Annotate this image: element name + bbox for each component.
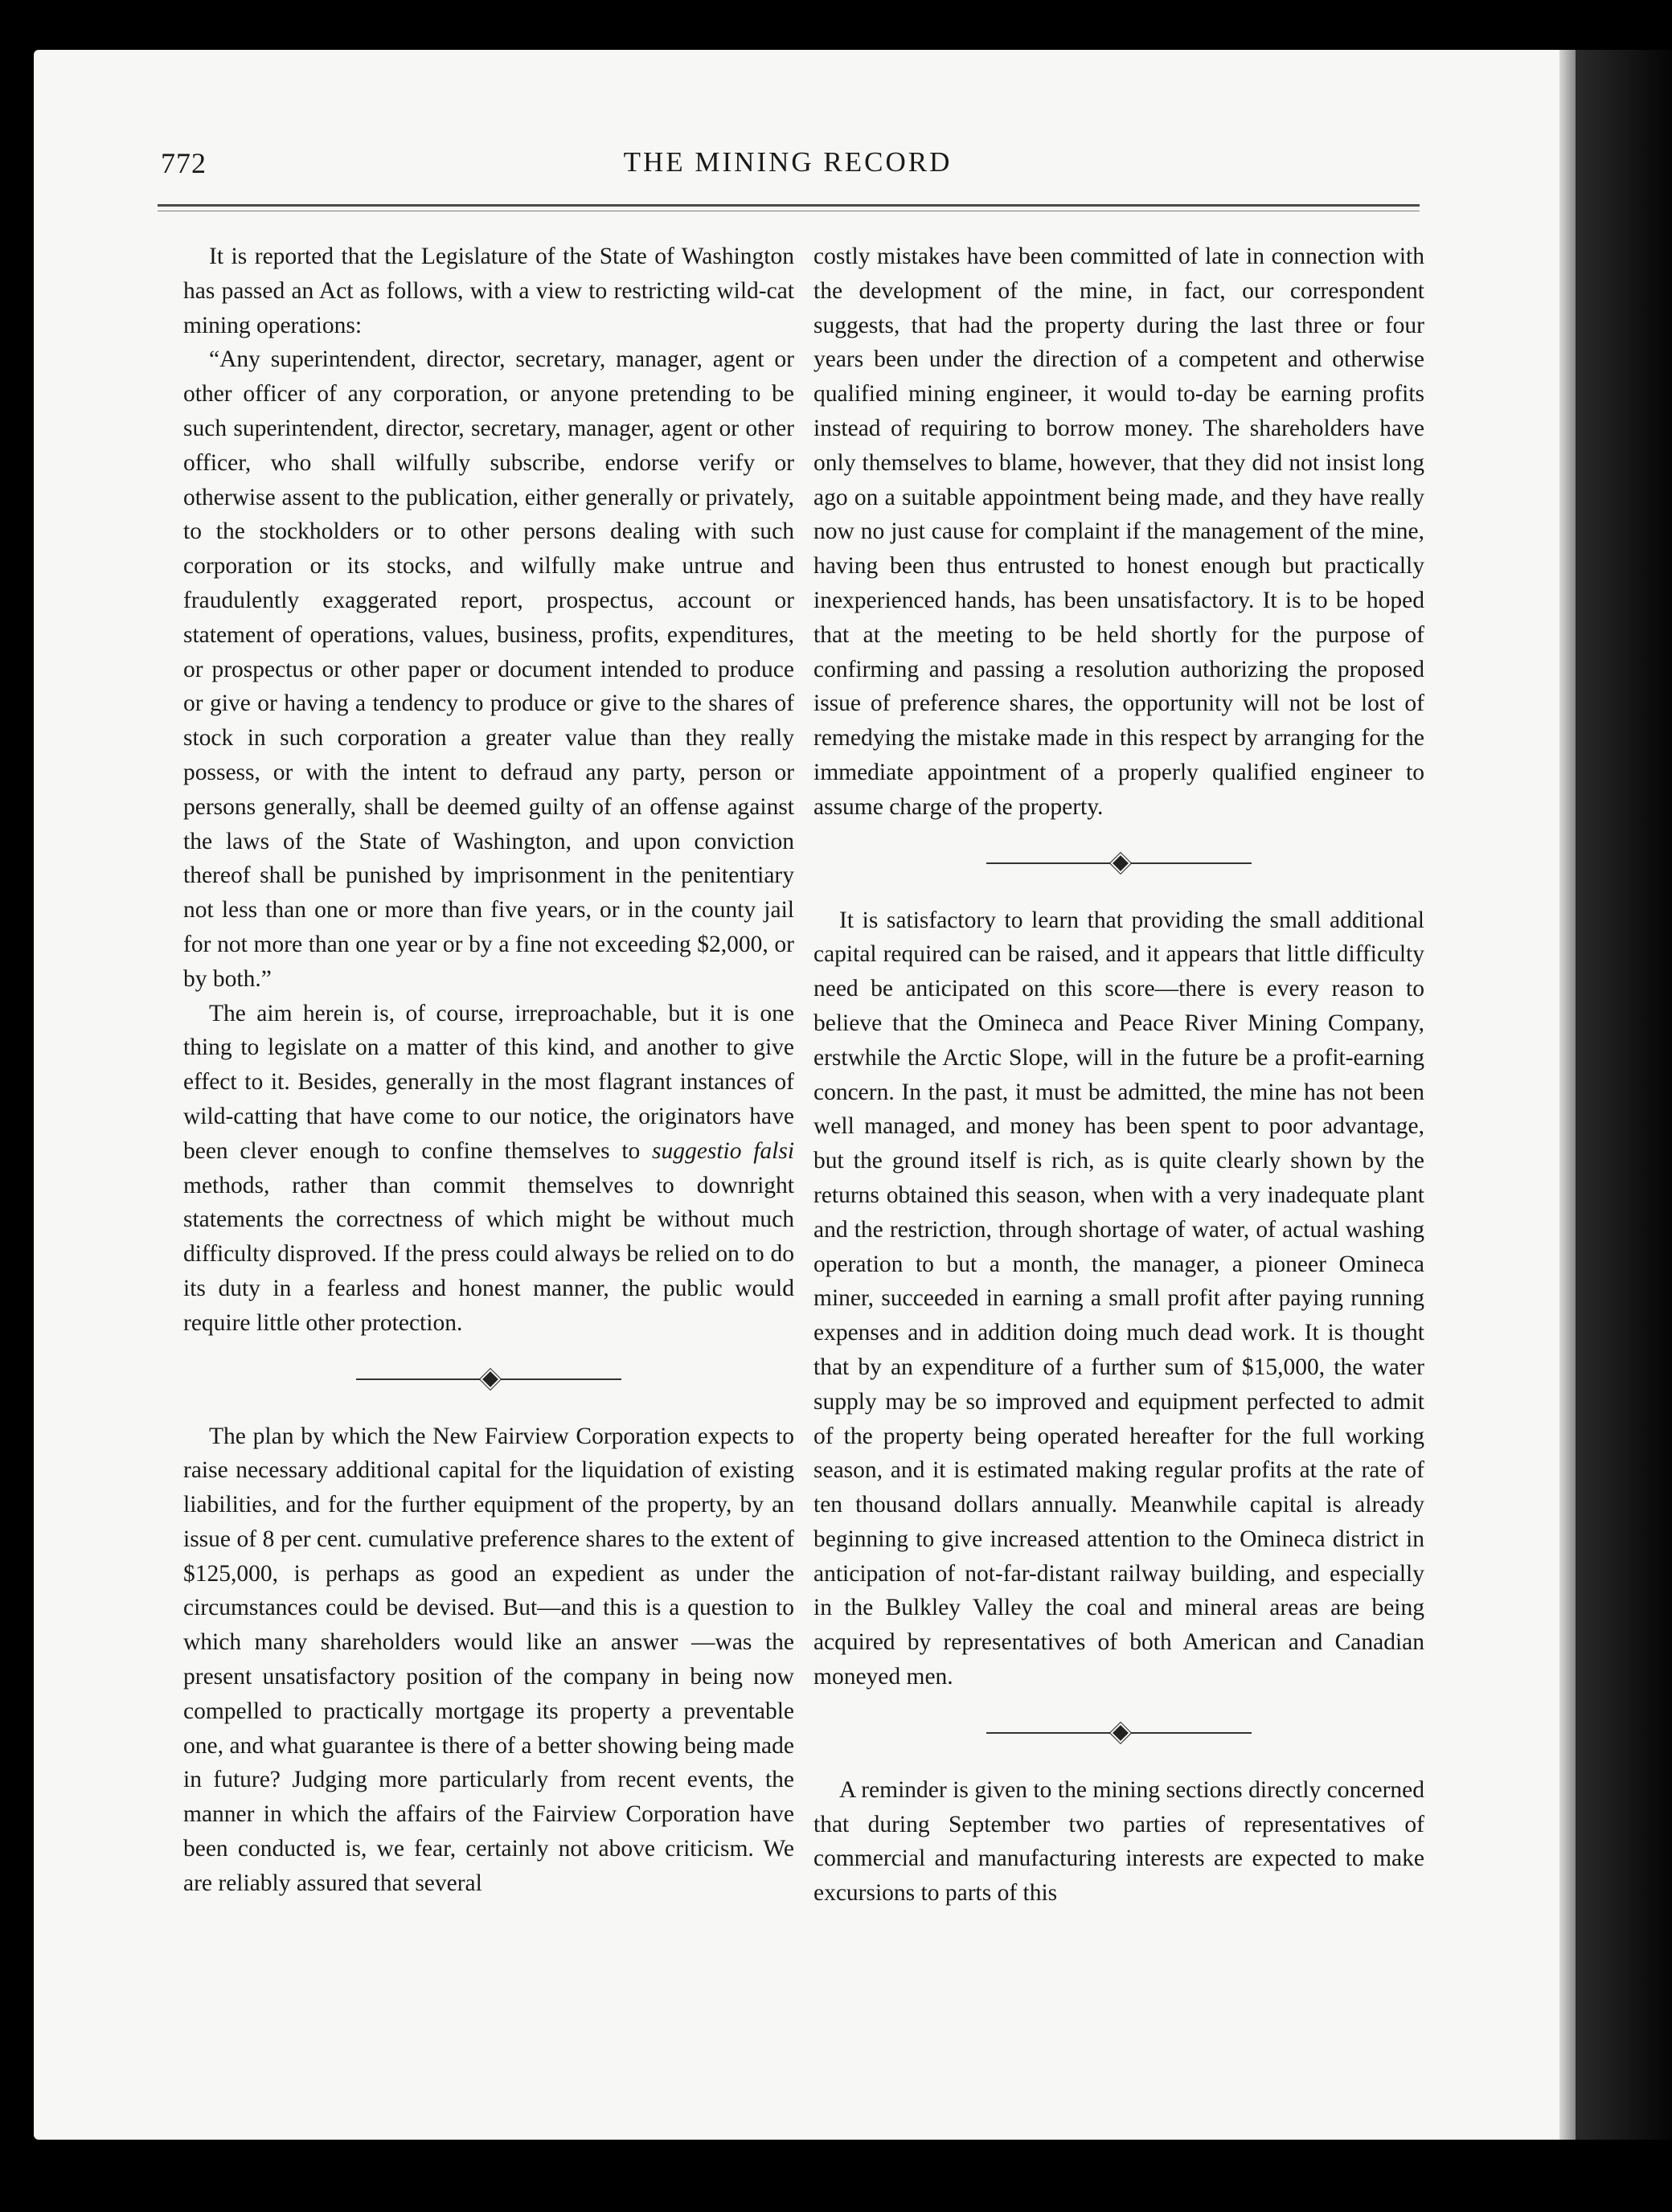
paragraph-aim-commentary — [183, 997, 794, 1341]
paragraph-omineca-mining: It is satisfactory to learn that providing the small additional capital required can be raised, and it appears that little difficulty need be anticipated on this score—there is every reason to believe that the Omineca and Peace River Mining Company, erstwhile the Arctic Slope, will in the future be a profit-earning concern. In the past, it must be admitted, the mine has not been well managed, and money has been spent to poor advantage, but the ground itself is rich, as is quite clearly shown by the returns obtained this season, when with a very inadequate plant and the restriction, through shortage of water, of actual washing operation to but a month, the manager, a pioneer Omineca miner, succeeded in earning a small profit after paying running expenses and in addition doing much dead work. It is thought that by an expenditure of a further sum of $15,000, the water supply may be so improved and equipment perfected to admit of the property being operated hereafter for the full working season, and it is estimated making regular profits at the rate of ten thousand dollars annually. Meanwhile capital is already beginning to give increased attention to the Omineca district in anticipation of not-far-distant railway building, and especially in the Bulkley Valley the coal and mineral areas are being acquired by representatives of both American and Canadian moneyed men. — [813, 907, 1424, 1690]
divider-diamond-icon — [480, 1369, 500, 1389]
page-number: 772 — [161, 147, 207, 179]
text-segment: The aim herein is, of course, irreproachable, but it is one thing to legislate on a matter of this kind, and another to give effect to it. Besides, generally in the most flagrant instances of wild-catting that have come to our notice, the originators have been clever enough to confine themselves to — [183, 1000, 794, 1164]
paragraph-fairview-continued: costly mistakes have been committed of late in connection with the development of the mine, in fact, our correspondent suggests, that had the property during the last three or four years been under the direction of a competent and otherwise qualified mining engineer, it would to-day be earning profits instead of requiring to borrow money. The shareholders have only themselves to blame, however, that they did not insist long ago on a suitable appointment being made, and they have really now no just cause for complaint if the management of the mine, having been thus entrusted to honest enough but practically inexperienced hands, has been unsatisfactory. It is to be hoped that at the meeting to be held shortly for the purpose of confirming and passing a resolution authorizing the proposed issue of preference shares, the opportunity will not be lost of remedying the mistake made in this respect by arranging for the immediate appointment of a properly qualified engineer to assume charge of the property. — [813, 244, 1424, 820]
scan-background-strip — [1576, 50, 1672, 2140]
page-edge-shadow — [1559, 50, 1576, 2140]
section-divider — [183, 1355, 794, 1403]
paragraph-act-quotation: “Any superintendent, director, secretary, manager, agent or other officer of any corporation, or anyone pretending to be such superintendent, director, secretary, manager, agent or other officer, who shall wilfully subscribe, endorse verify or otherwise assent to the publication, either generally or privately, to the stockholders or to other persons dealing with such corporation or its stocks, and wilfully make untrue and fraudulently exaggerated report, prospectus, account or statement of operations, values, business, profits, expenditures, or prospectus or other paper or document intended to produce or give or having a tendency to produce or give to the shares of stock in such corporation a greater value than they really possess, or with the intent to defraud any party, person or persons generally, shall be deemed guilty of an offense against the laws of the State of Washington, and upon conviction thereof shall be punished by imprisonment in the penitentiary not less than one or more than five years, or in the county jail for not more than one year or by a fine not exceeding $2,000, or by both.” — [183, 346, 794, 992]
divider-diamond-icon — [1110, 1722, 1130, 1743]
running-title: THE MINING RECORD — [623, 146, 953, 178]
divider-diamond-icon — [1110, 853, 1130, 873]
text-segment: methods, rather than commit themselves to downright statements the correctness of which might be without much difficulty disproved. If the press could always be relied on to do its duty in a fearless and honest manner, the public would require little other protection. — [183, 1172, 794, 1336]
section-divider — [813, 839, 1424, 887]
section-divider — [813, 1709, 1424, 1757]
paragraph-fairview-corporation: The plan by which the New Fairview Corporation expects to raise necessary additional capital for the liquidation of existing liabilities, and for the further equipment of the property, by an issue of 8 per cent. cumulative preference shares to the extent of $125,000, is perhaps as good an expedient as under the circumstances could be devised. But—and this is a question to which many shareholders would like an answer —was the present unsatisfactory position of the company in being now compelled to practically mortgage its property a preventable one, and what guarantee is there of a better showing being made in future? Judging more particularly from recent events, the manner in which the affairs of the Fairview Corporation have been conducted is, we fear, certainly not above criticism. We are reliably assured that several — [183, 1423, 794, 1896]
header-rule — [158, 204, 1420, 207]
page-header — [161, 146, 1415, 195]
italic-phrase: suggestio falsi — [652, 1137, 795, 1164]
paragraph-september-excursions: A reminder is given to the mining sections directly concerned that during September two parties of representatives of commercial and manufacturing interests are expected to make excursions to parts of this — [813, 1776, 1424, 1907]
left-column — [183, 240, 794, 1901]
right-column — [813, 240, 1424, 1911]
paragraph-washington-act-intro: It is reported that the Legislature of the State of Washington has passed an Act as follows, with a view to restricting wild-cat mining operations: — [183, 244, 794, 338]
